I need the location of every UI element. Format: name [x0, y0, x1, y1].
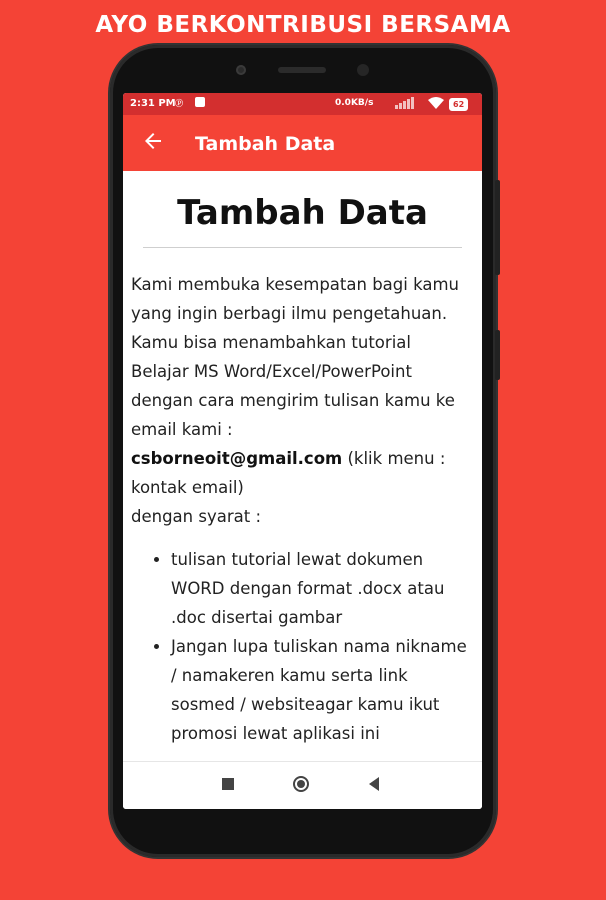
email-link[interactable]: csborneoit@gmail.com	[131, 449, 343, 468]
back-triangle-icon[interactable]	[369, 777, 379, 791]
list-item: • Jangan lupa tuliskan nama nikname / namakeren kamu serta link sosmed / websiteagar kamu ikut promosi lewat aplikasi ini	[171, 632, 476, 748]
email-note: (klik menu : kontak email)	[131, 449, 446, 497]
intro-text: Kami membuka kesempatan bagi kamu yang ingin berbagi ilmu pengetahuan. Kamu bisa menambahkan tutorial Belajar MS Word/Excel/PowerPoint dengan cara mengirim tulisan kamu ke email kami :	[131, 275, 459, 439]
network-speed: 0.0KB/s	[335, 98, 374, 108]
earpiece-speaker	[278, 67, 326, 73]
page-title: Tambah Data	[177, 193, 428, 233]
signal-icon	[395, 97, 417, 109]
requirements-list	[123, 545, 482, 748]
recents-square-icon[interactable]	[222, 778, 234, 790]
notification-icon	[195, 97, 205, 107]
power-button	[495, 330, 500, 380]
phone-screen	[123, 93, 482, 809]
app-bar	[123, 115, 482, 171]
wifi-icon	[428, 97, 444, 109]
promo-title: AYO BERKONTRIBUSI BERSAMA	[95, 12, 511, 38]
home-circle-icon[interactable]	[293, 776, 309, 792]
front-camera	[236, 65, 246, 75]
conditions-label: dengan syarat :	[131, 507, 262, 526]
battery-icon: 62	[449, 98, 468, 111]
app-bar-title: Tambah Data	[195, 133, 336, 155]
list-item: • tulisan tutorial lewat dokumen WORD dengan format .docx atau .doc disertai gambar	[171, 545, 476, 632]
status-bar	[123, 93, 482, 115]
arrow-left-icon[interactable]	[141, 129, 165, 153]
system-nav-bar	[123, 761, 482, 809]
volume-button	[495, 180, 500, 275]
divider	[143, 247, 462, 248]
proximity-sensor	[357, 64, 369, 76]
status-time: 2:31 PM	[130, 98, 176, 109]
status-indicator: Ⓟ	[175, 99, 183, 108]
content-area	[123, 171, 482, 748]
intro-paragraph	[131, 270, 472, 531]
